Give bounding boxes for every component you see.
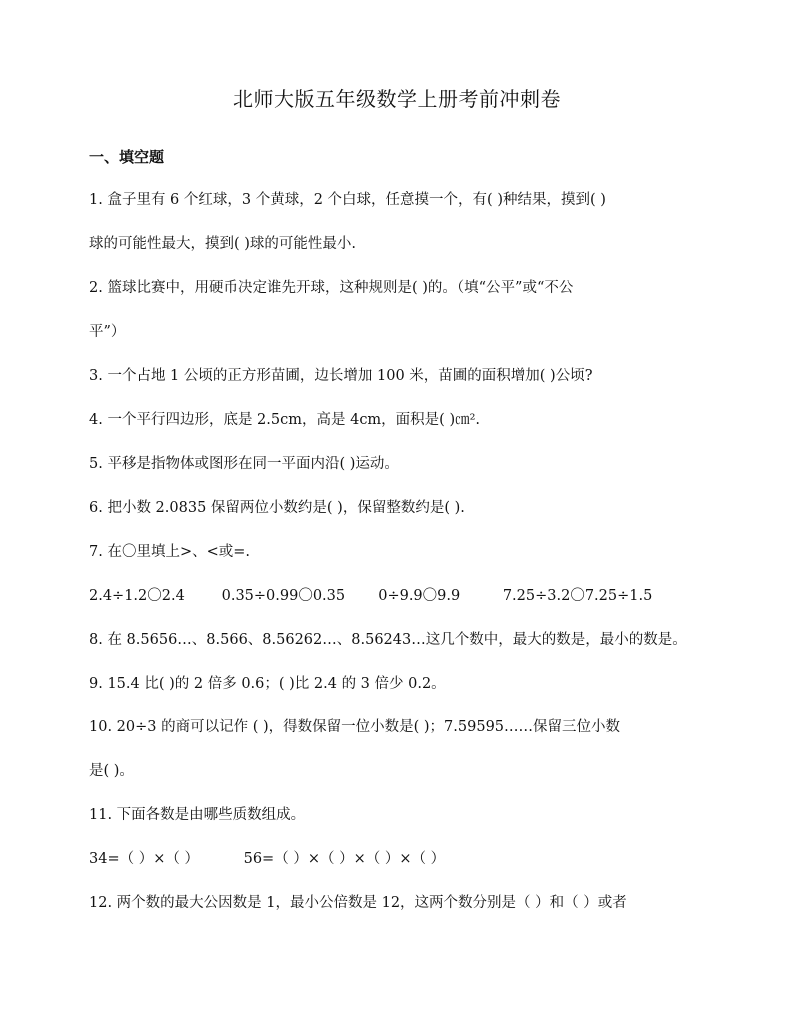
question-5: 5. 平移是指物体或图形在同一平面内沿( )运动。	[89, 456, 399, 472]
question-7-item: 0.35÷0.99〇0.35	[221, 588, 346, 604]
question-10-line-1: 10. 20÷3 的商可以记作 ( )，得数保留一位小数是( )；7.59595……保留三位小数	[89, 719, 621, 735]
question-1-line-1: 1. 盒子里有 6 个红球，3 个黄球，2 个白球，任意摸一个，有( )种结果，摸到( )	[89, 192, 606, 208]
question-7-item: 7.25÷3.2〇7.25÷1.5	[502, 588, 653, 604]
question-7: 7. 在〇里填上>、<或=.	[89, 544, 251, 560]
question-2-line-2: 平”）	[89, 324, 126, 340]
question-10-line-2: 是( )。	[89, 763, 134, 779]
question-12: 12. 两个数的最大公因数是 1，最小公倍数是 12，这两个数分别是（ ）和（ ）或者	[89, 895, 627, 911]
page-title: 北师大版五年级数学上册考前冲刺卷	[233, 87, 561, 111]
question-11-item: 34=（ ）×（ ）	[89, 851, 199, 867]
question-7-item: 2.4÷1.2〇2.4	[89, 588, 185, 604]
section-heading-fill-in-blank: 一、填空题	[89, 148, 165, 166]
question-2-line-1: 2. 篮球比赛中，用硬币决定谁先开球，这种规则是( )的。（填“公平”或“不公	[89, 280, 574, 296]
question-11: 11. 下面各数是由哪些质数组成。	[89, 807, 306, 823]
question-7-items	[89, 585, 729, 607]
question-7-item: 0÷9.9〇9.9	[378, 588, 461, 604]
question-6: 6. 把小数 2.0835 保留两位小数约是( )，保留整数约是( ).	[89, 500, 465, 516]
question-3: 3. 一个占地 1 公顷的正方形苗圃，边长增加 100 米，苗圃的面积增加( )公顷?	[89, 368, 593, 384]
question-4: 4. 一个平行四边形，底是 2.5cm，高是 4cm，面积是( )㎝².	[89, 412, 481, 428]
question-8: 8. 在 8.5656…、8.566、8.56262…、8.56243…这几个数中，最大的数是，最小的数是。	[89, 632, 687, 648]
question-1-line-2: 球的可能性最大，摸到( )球的可能性最小.	[89, 236, 357, 252]
question-11-items	[89, 848, 729, 870]
question-9: 9. 15.4 比( )的 2 倍多 0.6；( )比 2.4 的 3 倍少 0.2。	[89, 676, 446, 692]
question-11-item: 56=（ ）×（ ）×（ ）×（ ）	[243, 851, 446, 867]
